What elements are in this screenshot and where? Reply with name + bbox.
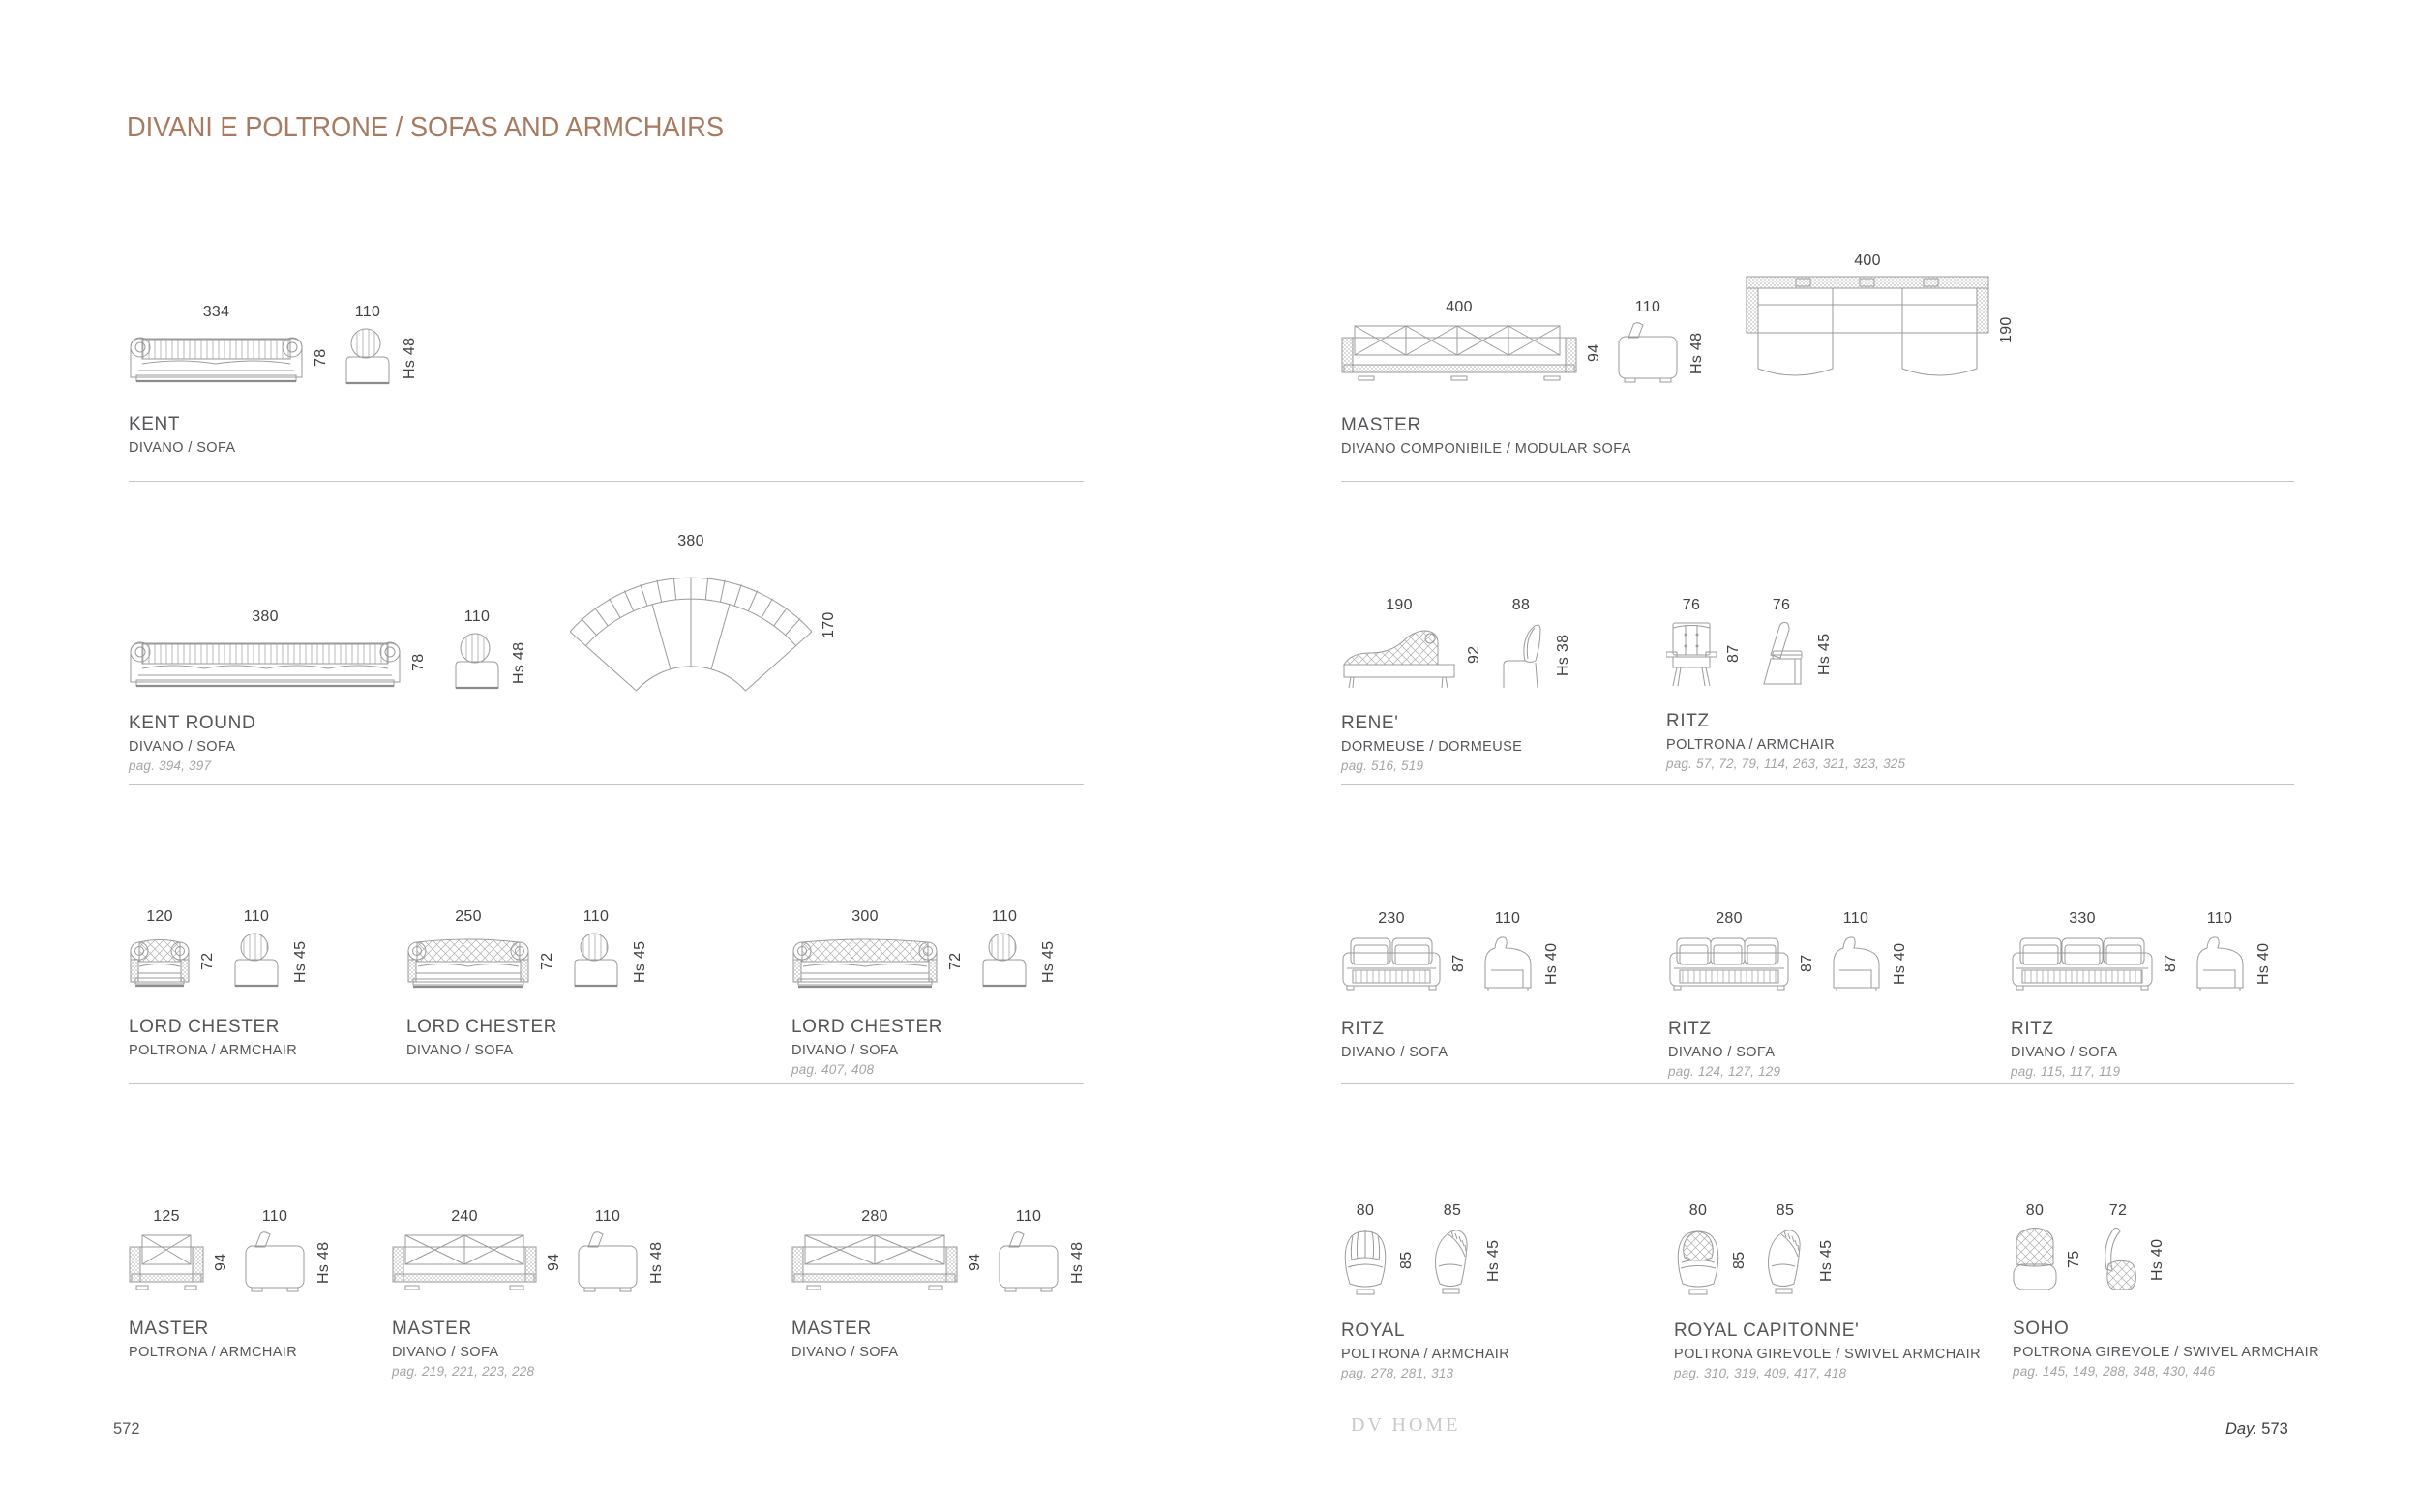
dim-width: 76 — [1772, 597, 1791, 613]
dim-width: 85 — [1776, 1202, 1795, 1219]
product-name: LORD CHESTER — [129, 1017, 281, 1037]
master-280-front-drawing — [791, 1231, 958, 1293]
product-royal-capitonne — [1674, 1203, 1981, 1380]
master-modular-side-drawing — [1616, 322, 1680, 384]
product-pages: pag. 219, 221, 223, 228 — [392, 1364, 535, 1379]
product-rene — [1341, 597, 1571, 773]
dim-width: 110 — [354, 304, 381, 320]
product-name: LORD CHESTER — [791, 1017, 943, 1037]
rene-front-group — [1341, 597, 1482, 690]
dim-depth: 92 — [1466, 645, 1482, 665]
dim-seat-height: Hs 45 — [632, 940, 648, 983]
divider — [129, 784, 1084, 785]
product-type: POLTRONA GIREVOLE / SWIVEL ARMCHAIR — [1674, 1347, 1981, 1362]
dim-seat-height: Hs 48 — [648, 1241, 665, 1284]
master-240-front-group — [392, 1208, 562, 1293]
product-type: DIVANO COMPONIBILE / MODULAR SOFA — [1341, 441, 1631, 457]
dim-depth: 87 — [1725, 644, 1742, 664]
product-type: DIVANO / SOFA — [2011, 1045, 2118, 1060]
dim-width: 380 — [252, 608, 279, 625]
dim-depth: 72 — [947, 952, 964, 971]
dim-depth: 72 — [539, 952, 555, 971]
soho-side-drawing — [2096, 1226, 2140, 1293]
dim-seat-height: Hs 48 — [1069, 1241, 1086, 1284]
lc-sofa300-front-group — [791, 908, 964, 992]
dim-width: 400 — [1446, 299, 1473, 315]
master-modular-front-drawing — [1341, 322, 1577, 384]
master-modular-side-group — [1616, 299, 1705, 384]
lc-armchair-side-drawing — [229, 932, 284, 992]
product-lord-chester-sofa-250 — [406, 908, 648, 1058]
product-ritz-sofa-280 — [1668, 910, 1908, 1079]
product-name: RITZ — [2011, 1019, 2054, 1039]
royal-front-group — [1341, 1202, 1415, 1295]
kent-side-drawing — [343, 327, 393, 389]
ritz-230-side-group — [1480, 910, 1560, 993]
dim-width: 88 — [1511, 597, 1531, 613]
kent-side-group — [343, 304, 418, 389]
dim-width: 330 — [2069, 910, 2096, 927]
product-kent — [129, 304, 418, 456]
kent-round-front-drawing — [129, 632, 402, 694]
dim-width: 80 — [1356, 1202, 1375, 1219]
ritz-330-side-group — [2193, 910, 2272, 993]
ritz-230-side-drawing — [1480, 934, 1535, 993]
dim-width: 300 — [851, 908, 879, 925]
dim-width: 280 — [1716, 910, 1743, 927]
product-name: RITZ — [1341, 1019, 1385, 1039]
product-pages: pag. 115, 117, 119 — [2011, 1064, 2121, 1079]
lc-sofa250-side-group — [569, 908, 648, 992]
dim-width: 110 — [1494, 910, 1521, 927]
dim-depth: 94 — [967, 1253, 983, 1272]
right-page-label: Day. — [2225, 1420, 2257, 1438]
product-name: KENT — [129, 414, 181, 434]
dim-depth: 87 — [2163, 954, 2179, 973]
product-name: SOHO — [2013, 1319, 2070, 1339]
master-armchair-front-group — [129, 1208, 229, 1293]
master-240-side-group — [576, 1208, 665, 1293]
dim-width: 110 — [594, 1208, 621, 1225]
product-type: DIVANO / SOFA — [1668, 1045, 1776, 1060]
dim-seat-height: Hs 40 — [1892, 942, 1908, 985]
kent-round-top-drawing — [570, 556, 812, 694]
dim-width: 240 — [451, 1208, 478, 1225]
dim-width: 110 — [1634, 299, 1661, 315]
dim-depth: 87 — [1799, 954, 1815, 973]
kent-front-drawing — [129, 327, 304, 389]
dim-depth: 94 — [1586, 343, 1602, 363]
dim-seat-height: Hs 45 — [1485, 1239, 1502, 1282]
product-type: DIVANO / SOFA — [129, 739, 236, 755]
kent-round-side-group — [452, 608, 527, 694]
lc-sofa300-side-drawing — [977, 932, 1031, 992]
kent-round-front-group — [129, 608, 427, 694]
dim-width: 230 — [1378, 910, 1405, 927]
product-ritz-sofa-230 — [1341, 910, 1560, 1060]
product-type: DIVANO / SOFA — [392, 1345, 499, 1360]
product-pages: pag. 124, 127, 129 — [1668, 1064, 1781, 1079]
dim-seat-height: Hs 40 — [2149, 1238, 2165, 1281]
product-name: LORD CHESTER — [406, 1017, 558, 1037]
dim-depth: 170 — [821, 611, 837, 638]
product-lord-chester-armchair — [129, 908, 309, 1058]
product-royal — [1341, 1203, 1509, 1380]
master-280-side-group — [997, 1208, 1086, 1293]
ritz-armchair-front-group — [1666, 597, 1742, 688]
dim-width: 85 — [1443, 1202, 1462, 1219]
soho-side-group — [2096, 1202, 2165, 1293]
lc-sofa300-side-group — [977, 908, 1057, 992]
dim-width: 334 — [202, 304, 230, 320]
soho-front-drawing — [2013, 1226, 2057, 1293]
dim-width: 125 — [153, 1208, 180, 1225]
product-master-sofa-240 — [392, 1208, 665, 1379]
master-armchair-front-drawing — [129, 1231, 204, 1293]
royal-capitonne-side-drawing — [1761, 1226, 1809, 1295]
lc-armchair-front-drawing — [129, 932, 191, 992]
ritz-230-front-drawing — [1341, 934, 1442, 993]
product-name: KENT ROUND — [129, 713, 256, 733]
ritz-armchair-front-drawing — [1666, 620, 1717, 688]
dim-width: 72 — [2108, 1202, 2128, 1219]
dim-seat-height: Hs 40 — [1543, 942, 1560, 985]
dim-width: 80 — [2025, 1202, 2045, 1219]
ritz-280-side-group — [1829, 910, 1908, 993]
product-type: POLTRONA / ARMCHAIR — [129, 1043, 298, 1058]
lc-sofa250-side-drawing — [569, 932, 623, 992]
dim-width: 110 — [243, 908, 270, 925]
product-type: POLTRONA / ARMCHAIR — [1666, 737, 1836, 753]
right-page-number — [2225, 1420, 2288, 1438]
dim-seat-height: Hs 48 — [402, 337, 418, 379]
divider — [1341, 481, 2294, 482]
product-soho — [2013, 1203, 2319, 1379]
product-type: DIVANO / SOFA — [791, 1345, 899, 1360]
product-lord-chester-sofa-300 — [791, 908, 1057, 1077]
master-modular-top-drawing — [1746, 276, 1989, 384]
royal-side-drawing — [1428, 1226, 1477, 1295]
ritz-330-side-drawing — [2193, 934, 2247, 993]
product-type: DIVANO / SOFA — [129, 440, 236, 456]
ritz-330-front-group — [2011, 910, 2179, 993]
dim-seat-height: Hs 38 — [1555, 634, 1571, 676]
product-master-sofa-280 — [791, 1208, 1086, 1360]
lc-armchair-front-group — [129, 908, 216, 992]
dim-depth: 75 — [2066, 1250, 2082, 1269]
ritz-330-front-drawing — [2011, 934, 2154, 993]
left-page-number: 572 — [113, 1420, 140, 1438]
product-name: MASTER — [791, 1319, 872, 1339]
royal-capitonne-front-drawing — [1674, 1226, 1722, 1295]
product-name: RITZ — [1668, 1019, 1712, 1039]
lc-armchair-side-group — [229, 908, 309, 992]
dim-seat-height: Hs 40 — [2255, 942, 2272, 985]
product-type: DIVANO / SOFA — [791, 1043, 899, 1058]
dim-seat-height: Hs 45 — [1816, 633, 1833, 675]
product-name: MASTER — [1341, 415, 1421, 435]
master-armchair-side-drawing — [243, 1231, 307, 1293]
dim-seat-height: Hs 48 — [315, 1241, 332, 1284]
dim-width: 80 — [1688, 1202, 1708, 1219]
product-pages: pag. 407, 408 — [791, 1062, 875, 1077]
product-name: RENE' — [1341, 713, 1399, 733]
kent-round-top-group — [570, 533, 837, 694]
dim-depth: 87 — [1450, 954, 1467, 973]
dim-width: 76 — [1682, 597, 1701, 613]
ritz-230-front-group — [1341, 910, 1467, 993]
dim-depth: 94 — [213, 1253, 229, 1272]
product-master-armchair — [129, 1208, 332, 1360]
product-pages: pag. 394, 397 — [129, 758, 212, 773]
rene-front-drawing — [1341, 620, 1457, 690]
royal-capitonne-front-group — [1674, 1202, 1747, 1295]
dim-width: 110 — [1842, 910, 1869, 927]
kent-front-group — [129, 304, 329, 389]
ritz-armchair-side-drawing — [1755, 620, 1807, 688]
royal-capitonne-side-group — [1761, 1202, 1835, 1295]
dim-seat-height: Hs 45 — [1040, 940, 1057, 983]
right-page-value: 573 — [2261, 1420, 2288, 1438]
brand-logo: DV HOME — [1351, 1414, 1461, 1436]
master-280-side-drawing — [997, 1231, 1060, 1293]
product-name: MASTER — [392, 1319, 472, 1339]
dim-width: 110 — [261, 1208, 288, 1225]
product-name: MASTER — [129, 1319, 209, 1339]
dim-width: 380 — [677, 533, 704, 549]
product-pages: pag. 310, 319, 409, 417, 418 — [1674, 1366, 1847, 1380]
dim-width: 110 — [991, 908, 1018, 925]
ritz-280-front-group — [1668, 910, 1815, 993]
lc-sofa250-front-drawing — [406, 932, 530, 992]
product-pages: pag. 57, 72, 79, 114, 263, 321, 323, 325 — [1666, 756, 1906, 771]
dim-depth: 72 — [199, 952, 216, 971]
master-280-front-group — [791, 1208, 983, 1293]
master-modular-top-group — [1746, 252, 2015, 384]
dim-width: 110 — [582, 908, 610, 925]
lc-sofa300-front-drawing — [791, 932, 939, 992]
master-240-front-drawing — [392, 1231, 537, 1293]
product-name: ROYAL CAPITONNE' — [1674, 1320, 1860, 1341]
master-240-side-drawing — [576, 1231, 640, 1293]
rene-side-drawing — [1496, 620, 1546, 690]
dim-seat-height: Hs 45 — [1818, 1239, 1835, 1282]
dim-depth: 190 — [1998, 316, 2015, 343]
product-name: RITZ — [1666, 711, 1710, 731]
dim-seat-height: Hs 45 — [292, 940, 309, 983]
dim-width: 400 — [1854, 252, 1881, 269]
royal-side-group — [1428, 1202, 1502, 1295]
product-kent-round — [129, 533, 837, 773]
product-master-modular — [1341, 252, 2015, 457]
product-ritz-sofa-330 — [2011, 910, 2272, 1079]
product-pages: pag. 516, 519 — [1341, 758, 1424, 773]
product-type: DIVANO / SOFA — [1341, 1045, 1448, 1060]
page-title: DIVANI E POLTRONE / SOFAS AND ARMCHAIRS — [127, 112, 725, 143]
product-type: POLTRONA / ARMCHAIR — [129, 1345, 298, 1360]
soho-front-group — [2013, 1202, 2082, 1293]
dim-depth: 78 — [313, 348, 329, 368]
divider — [1341, 1083, 2294, 1084]
dim-width: 120 — [146, 908, 173, 925]
product-type: POLTRONA GIREVOLE / SWIVEL ARMCHAIR — [2013, 1345, 2319, 1360]
divider — [129, 1083, 1084, 1084]
dim-depth: 85 — [1398, 1251, 1415, 1270]
dim-width: 110 — [463, 608, 491, 625]
dim-seat-height: Hs 48 — [511, 641, 527, 684]
product-name: ROYAL — [1341, 1320, 1406, 1341]
dim-depth: 94 — [546, 1253, 562, 1272]
dim-width: 110 — [2206, 910, 2233, 927]
rene-side-group — [1496, 597, 1571, 690]
divider — [1341, 784, 2294, 785]
ritz-armchair-side-group — [1755, 597, 1833, 688]
master-armchair-side-group — [243, 1208, 332, 1293]
kent-round-side-drawing — [452, 632, 502, 694]
dim-width: 280 — [861, 1208, 888, 1225]
lc-sofa250-front-group — [406, 908, 555, 992]
product-type: DIVANO / SOFA — [406, 1043, 514, 1058]
ritz-280-front-drawing — [1668, 934, 1790, 993]
dim-width: 110 — [1015, 1208, 1042, 1225]
product-type: DORMEUSE / DORMEUSE — [1341, 739, 1523, 755]
divider — [129, 481, 1084, 482]
dim-seat-height: Hs 48 — [1688, 332, 1705, 374]
ritz-280-side-drawing — [1829, 934, 1883, 993]
dim-depth: 78 — [410, 653, 427, 672]
dim-depth: 85 — [1731, 1251, 1747, 1270]
master-modular-front-group — [1341, 299, 1602, 384]
product-type: POLTRONA / ARMCHAIR — [1341, 1347, 1510, 1362]
product-ritz-armchair — [1666, 598, 1905, 771]
product-pages: pag. 278, 281, 313 — [1341, 1366, 1454, 1380]
dim-width: 250 — [455, 908, 482, 925]
royal-front-drawing — [1341, 1226, 1389, 1295]
dim-width: 190 — [1386, 597, 1413, 613]
product-pages: pag. 145, 149, 288, 348, 430, 446 — [2013, 1364, 2216, 1379]
